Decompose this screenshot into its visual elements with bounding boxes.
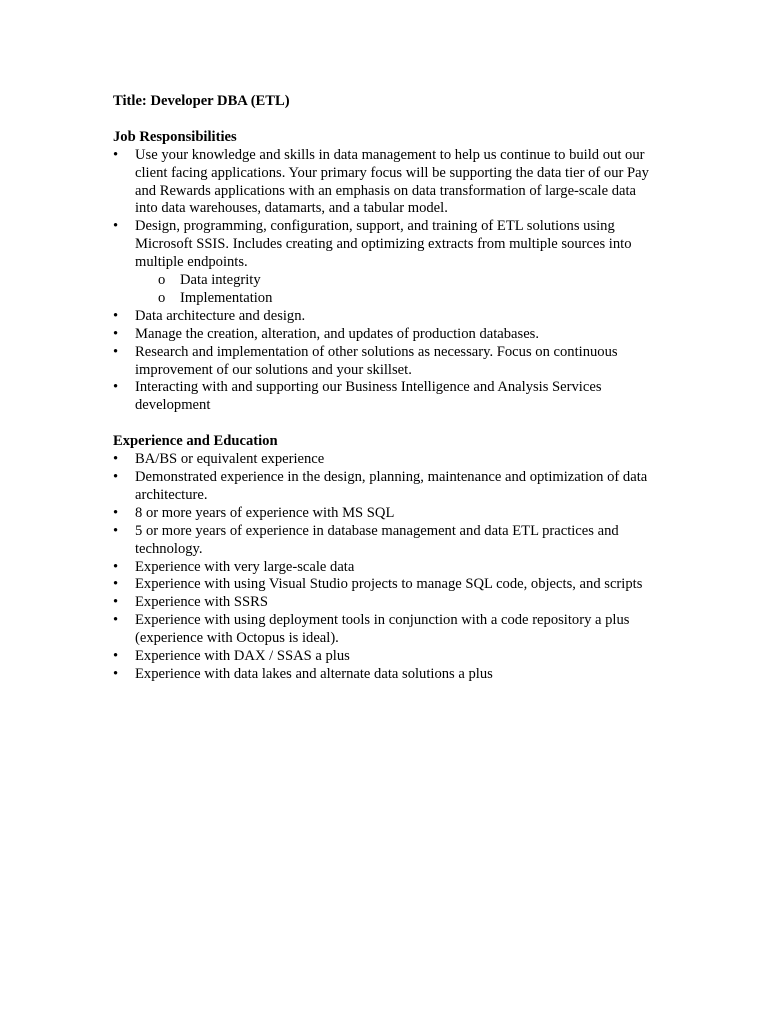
list-item (113, 576, 653, 594)
bullet-icon: • (113, 612, 119, 629)
list-item-text: Design, programming, configuration, support, and training of ETL solutions using Microsoft SSIS. Includes creating and optimizing extracts from multiple sources into multiple endpoints. (135, 218, 632, 271)
spacer (113, 415, 653, 433)
bullet-icon: • (113, 146, 119, 163)
bullet-icon: • (113, 665, 119, 682)
document-page (113, 93, 653, 684)
list-item (113, 505, 653, 523)
list-item (113, 523, 653, 559)
list-item (113, 147, 653, 219)
bullet-icon: • (113, 325, 119, 342)
list-item-text: Interacting with and supporting our Business Intelligence and Analysis Services development (135, 379, 602, 414)
list-item-text: Data architecture and design. (135, 307, 306, 324)
bullet-icon: • (113, 576, 119, 593)
list-item-text: Use your knowledge and skills in data management to help us continue to build out our client facing applications. Your primary focus will be supporting the data tier of our Pay and Rewards applications with an emphasis on data transformation of large-scale data into data warehouses, datamarts, and a tabular model. (135, 146, 649, 217)
title-label: Title: (113, 93, 147, 109)
job-responsibilities-list (113, 147, 653, 416)
list-item (113, 469, 653, 505)
list-item-text: Experience with using Visual Studio projects to manage SQL code, objects, and scripts (135, 576, 643, 593)
bullet-icon: • (113, 522, 119, 539)
bullet-icon: • (113, 379, 119, 396)
list-item-text: Experience with using deployment tools in conjunction with a code repository a plus (experience with Octopus is ideal). (135, 612, 630, 647)
document-title (113, 93, 653, 111)
list-item-text: 8 or more years of experience with MS SQL (135, 504, 395, 521)
list-item (113, 326, 653, 344)
list-item (113, 666, 653, 684)
list-item-text: Experience with SSRS (135, 594, 268, 611)
list-item-text: Experience with DAX / SSAS a plus (135, 648, 350, 665)
bullet-icon: • (113, 594, 119, 611)
list-item-text: BA/BS or equivalent experience (135, 451, 325, 468)
section-heading-experience-and-education: Experience and Education (113, 433, 278, 450)
bullet-icon: • (113, 218, 119, 235)
bullet-icon: • (113, 469, 119, 485)
list-item (113, 308, 653, 326)
sub-list-item-text: Implementation (180, 289, 273, 306)
sub-list-item (113, 272, 653, 290)
sub-bullet-icon: o (158, 272, 166, 289)
sub-list (135, 272, 653, 308)
list-item (113, 648, 653, 666)
bullet-icon: • (113, 451, 119, 468)
list-item (113, 218, 653, 308)
sub-bullet-icon: o (158, 289, 166, 306)
sub-list-item (113, 290, 653, 308)
bullet-icon: • (113, 558, 119, 575)
list-item (113, 594, 653, 612)
bullet-icon: • (113, 307, 119, 324)
list-item (113, 344, 653, 380)
bullet-icon: • (113, 343, 119, 360)
title-value: Developer DBA (ETL) (150, 93, 290, 109)
list-item-text: Demonstrated experience in the design, planning, maintenance and optimization of data architecture. (135, 469, 648, 503)
bullet-icon: • (113, 504, 119, 521)
list-item (113, 612, 653, 648)
bullet-icon: • (113, 648, 119, 665)
experience-and-education-list (113, 451, 653, 684)
list-item-text: 5 or more years of experience in database management and data ETL practices and technology. (135, 522, 619, 557)
section-heading-job-responsibilities: Job Responsibilities (113, 128, 237, 145)
list-item (113, 451, 653, 469)
list-item-text: Experience with very large-scale data (135, 558, 355, 575)
list-item (113, 559, 653, 577)
list-item-text: Research and implementation of other solutions as necessary. Focus on continuous improvement of our solutions and your skillset. (135, 343, 618, 378)
sub-list-item-text: Data integrity (180, 272, 261, 289)
list-item-text: Experience with data lakes and alternate data solutions a plus (135, 665, 493, 682)
list-item-text: Manage the creation, alteration, and updates of production databases. (135, 325, 540, 342)
spacer (113, 111, 653, 129)
list-item (113, 379, 653, 415)
